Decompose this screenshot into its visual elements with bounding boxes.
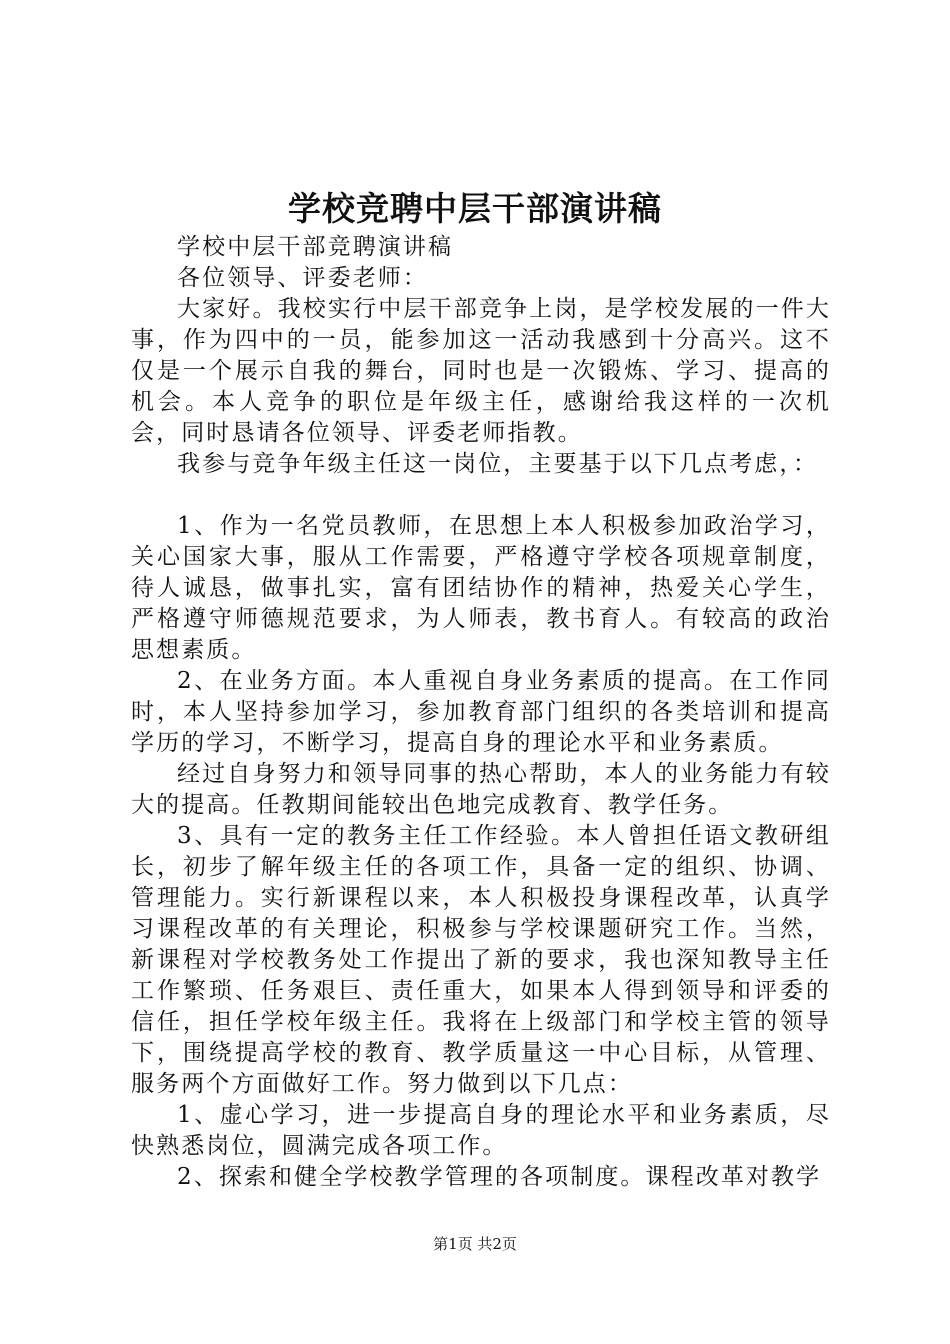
- paragraph-point-2: 2、在业务方面。本人重视自身业务素质的提高。在工作同时，本人坚持参加学习，参加教育部门组织的各类培训和提高学历的学习，不断学习，提高自身的理论水平和业务素质。: [131, 668, 831, 756]
- paragraph-progress: 经过自身努力和领导同事的热心帮助，本人的业务能力有较大的提高。任教期间能较出色地完成教育、教学任务。: [131, 761, 831, 818]
- paragraph-salutation: 各位领导、评委老师：: [177, 265, 428, 291]
- paragraph-plan-2: 2、探索和健全学校教学管理的各项制度。课程改革对教学: [177, 1164, 822, 1190]
- document-body: [131, 232, 831, 1193]
- paragraph-subtitle: 学校中层干部竞聘演讲稿: [177, 234, 454, 260]
- paragraph-point-3: 3、具有一定的教务主任工作经验。本人曾担任语文教研组长，初步了解年级主任的各项工作，具备一定的组织、协调、管理能力。实行新课程以来，本人积极投身课程改革，认真学习课程改革的有关理论，积极参与学校课题研究工作。当然，新课程对学校教务处工作提出了新的要求，我也深知教导主任工作繁琐、任务艰巨、责任重大，如果本人得到领导和评委的信任，担任学校年级主任。我将在上级部门和学校主管的领导下，围绕提高学校的教育、教学质量这一中心目标，从管理、服务两个方面做好工作。努力做到以下几点：: [131, 823, 831, 1097]
- paragraph-plan-1: 1、虚心学习，进一步提高自身的理论水平和业务素质，尽快熟悉岗位，圆满完成各项工作。: [131, 1102, 831, 1159]
- paragraph-intro: 大家好。我校实行中层干部竞争上岗，是学校发展的一件大事，作为四中的一员，能参加这一活动我感到十分高兴。这不仅是一个展示自我的舞台，同时也是一次锻炼、学习、提高的机会。本人竞争的职位是年级主任，感谢给我这样的一次机会，同时恳请各位领导、评委老师指教。: [131, 296, 831, 446]
- paragraph-point-1: 1、作为一名党员教师，在思想上本人积极参加政治学习，关心国家大事，服从工作需要，严格遵守学校各项规章制度，待人诚恳，做事扎实，富有团结协作的精神，热爱关心学生，严格遵守师德规范要求，为人师表，教书育人。有较高的政治思想素质。: [131, 513, 831, 663]
- document-title: 学校竞聘中层干部演讲稿: [288, 189, 662, 228]
- page-number-footer: 第1页 共2页: [433, 1235, 517, 1253]
- paragraph-reasons-lead: 我参与竞争年级主任这一岗位，主要基于以下几点考虑，：: [177, 451, 819, 477]
